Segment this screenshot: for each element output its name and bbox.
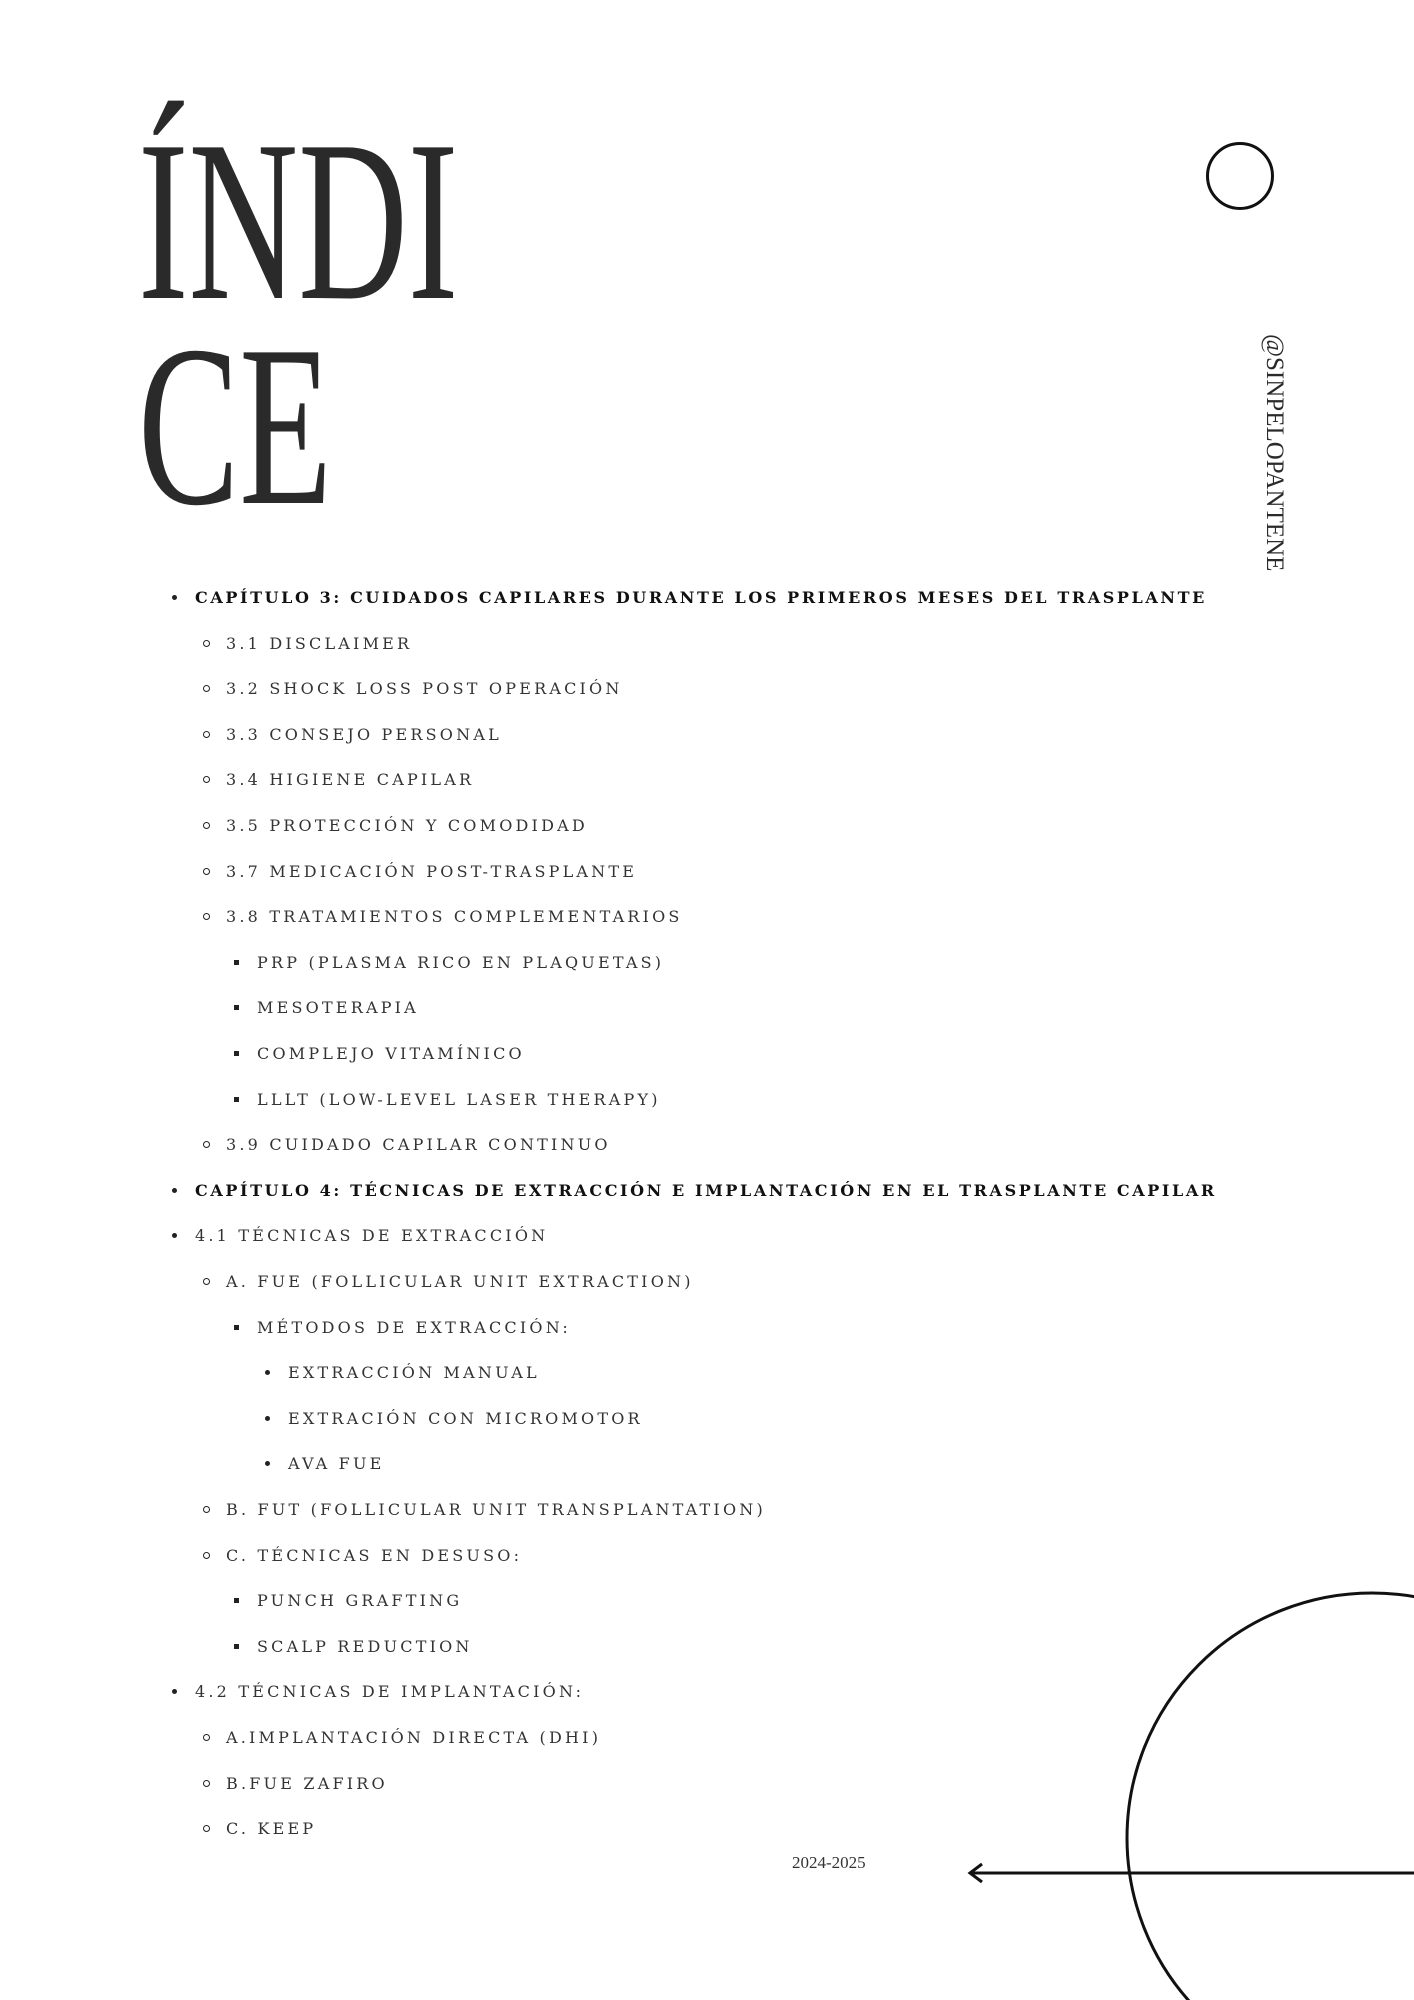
toc-item-label: COMPLEJO VITAMÍNICO	[257, 1044, 525, 1063]
toc-item-label: 3.2 SHOCK LOSS POST OPERACIÓN	[226, 679, 623, 698]
toc-item-label: EXTRACIÓN CON MICROMOTOR	[288, 1409, 643, 1428]
toc-item-label: 3.8 TRATAMIENTOS COMPLEMENTARIOS	[226, 907, 683, 926]
year-label: 2024-2025	[792, 1853, 866, 1872]
toc-item-label: 3.4 HIGIENE CAPILAR	[226, 770, 475, 789]
toc-item-label: LLLT (LOW-LEVEL LASER THERAPY)	[257, 1090, 661, 1109]
social-handle: @SINPELOPANTENE	[1261, 334, 1288, 572]
toc-item-label: AVA FUE	[288, 1454, 385, 1473]
toc-item-label: 4.2 TÉCNICAS DE IMPLANTACIÓN:	[195, 1682, 585, 1701]
toc-item-label: A. FUE (FOLLICULAR UNIT EXTRACTION)	[226, 1272, 694, 1291]
toc-item-label: MÉTODOS DE EXTRACCIÓN:	[257, 1318, 571, 1337]
toc-item-label: C. KEEP	[226, 1819, 317, 1838]
toc-item-label: MESOTERAPIA	[257, 998, 419, 1017]
large-circle-icon	[1127, 1593, 1414, 2000]
toc-item-label: CAPÍTULO 4: TÉCNICAS DE EXTRACCIÓN E IMPLANTACIÓN EN EL TRASPLANTE CAPILAR	[195, 1181, 1217, 1200]
toc-item-label: B.FUE ZAFIRO	[226, 1774, 388, 1793]
toc-item-label: 3.9 CUIDADO CAPILAR CONTINUO	[226, 1135, 611, 1154]
toc-item-label: PUNCH GRAFTING	[257, 1591, 463, 1610]
toc-item-label: PRP (PLASMA RICO EN PLAQUETAS)	[257, 953, 665, 972]
toc-item-label: EXTRACCIÓN MANUAL	[288, 1363, 540, 1382]
toc-item-label: 3.1 DISCLAIMER	[226, 634, 413, 653]
toc-item-label: SCALP REDUCTION	[257, 1637, 473, 1656]
page-title-line-2: CE	[138, 298, 332, 553]
toc-item-label: 4.1 TÉCNICAS DE EXTRACCIÓN	[195, 1226, 549, 1245]
toc-item-label: CAPÍTULO 3: CUIDADOS CAPILARES DURANTE LOS PRIMEROS MESES DEL TRASPLANTE	[195, 588, 1207, 607]
toc-item-label: 3.7 MEDICACIÓN POST-TRASPLANTE	[226, 862, 638, 881]
toc-item-label: A.IMPLANTACIÓN DIRECTA (DHI)	[226, 1728, 602, 1747]
page-title-line-1: ÍNDI	[138, 93, 459, 348]
toc-item-label: 3.5 PROTECCIÓN Y COMODIDAD	[226, 816, 588, 835]
toc-item-label: 3.3 CONSEJO PERSONAL	[226, 725, 502, 744]
toc-item-label: C. TÉCNICAS EN DESUSO:	[226, 1546, 523, 1565]
toc-item-label: B. FUT (FOLLICULAR UNIT TRANSPLANTATION)	[226, 1500, 766, 1519]
